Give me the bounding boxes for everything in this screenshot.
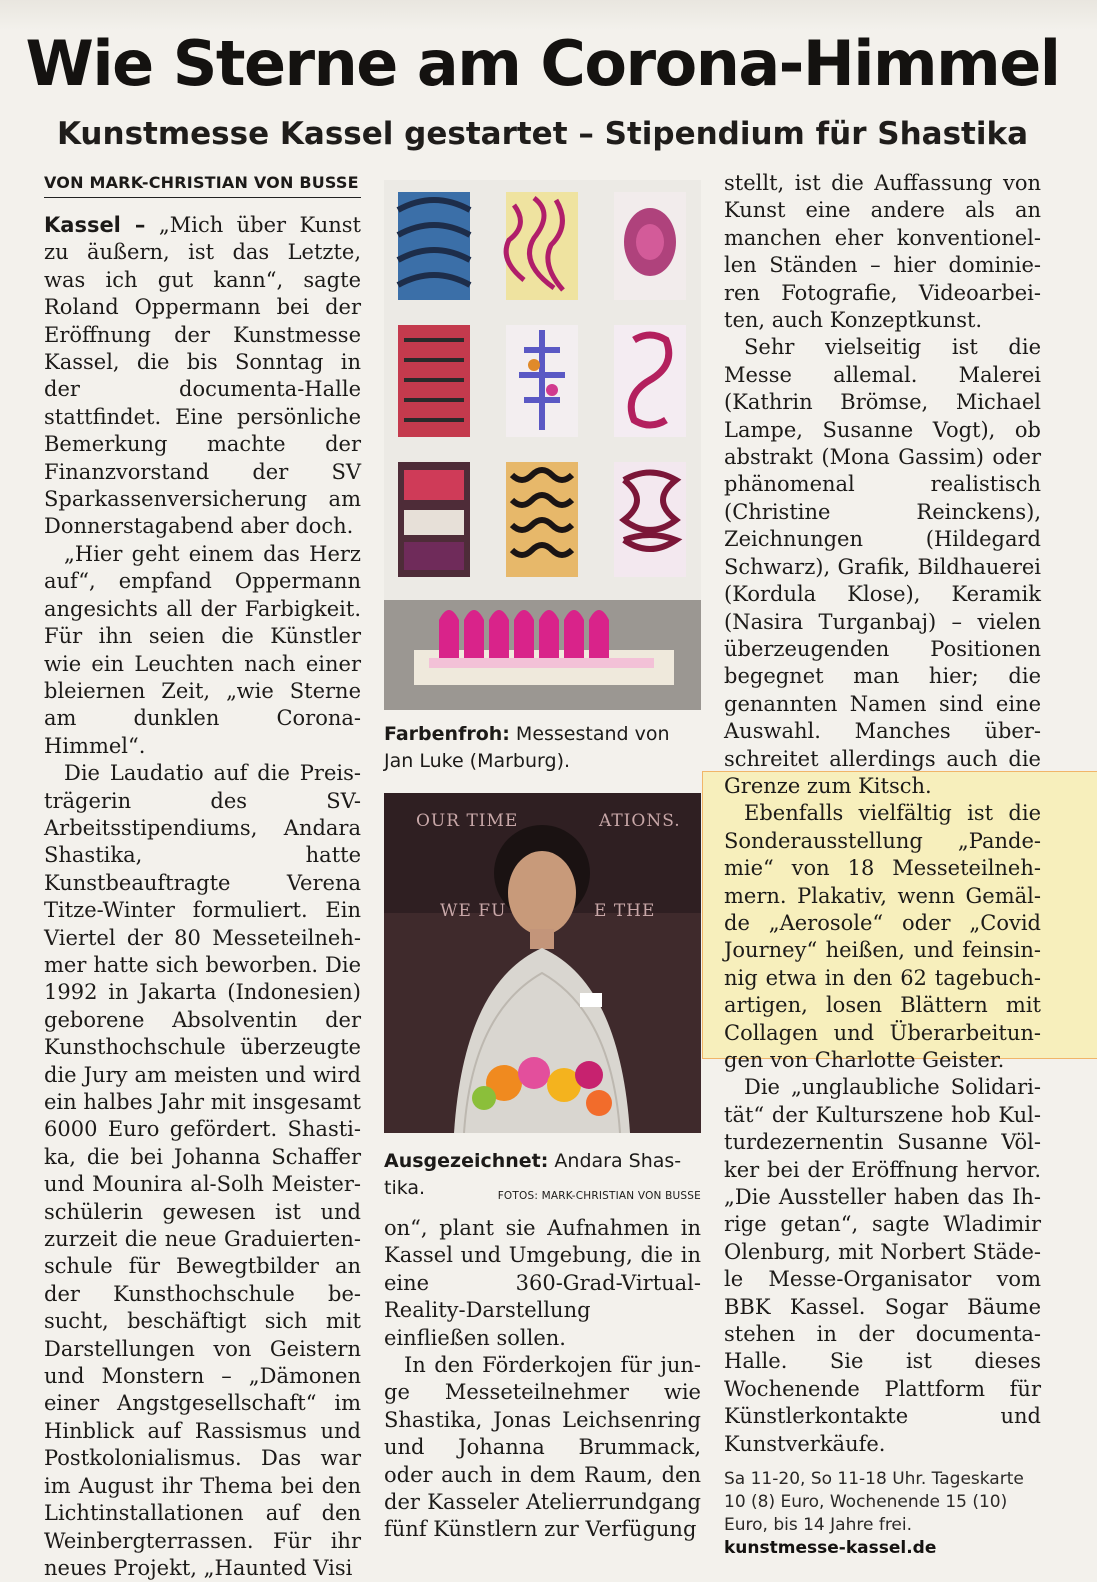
subheadline: Kunstmesse Kassel gestartet – Stipendium für Shastika	[56, 116, 1029, 152]
info-box	[724, 1468, 1041, 1560]
paragraph: Die „unglaubliche Solidarität“ der Kulturszene hob Kulturdezernentin Susanne Völker bei der Eröffnung hervor. „Die Aussteller haben das Ihrige getan“, sagte Wladimir Olenburg, mit Norbert Städele Messe-Organisator vom BBK Kassel. Sogar Bäume stehen in der documenta-Halle. Sie ist dieses Wochenende Plattform für Künstlerkontakte und Kunstverkäufe.	[724, 1075, 1041, 1456]
article-column-3	[724, 170, 1041, 1559]
paragraph	[44, 212, 361, 541]
photo-caption-2	[384, 1148, 701, 1210]
paragraph: In den Förderkojen für junge Messeteilnehmer wie Shastika, Jonas Leichsenring und Johanna Brummack, oder auch in dem Raum, den der Kasseler Atelierrundgang fünf Künstlern zur Verfügung	[384, 1353, 701, 1542]
event-info: Sa 11-20, So 11-18 Uhr. Tageskarte 10 (8) Euro, Wochenende 15 (10) Euro, bis 14 Jahre frei.	[724, 1469, 1024, 1536]
article-column-1	[44, 173, 361, 1580]
caption-label: Farbenfroh:	[384, 723, 510, 745]
photo-exhibition-booth	[384, 180, 701, 710]
paragraph-text: „Mich über Kunst zu äußern, ist das Letzte, was ich gut kann“, sagte Roland Oppermann bei der Eröffnung der Kunstmesse Kassel, die bis Sonntag in der documenta-Halle stattfindet. Eine persönliche Bemerkung machte der Finanzvorstand der SV Sparkassenversicherung am Donnerstagabend aber doch.	[44, 213, 361, 539]
sign-text-1: OUR TIME	[416, 811, 519, 831]
article-column-2	[384, 1215, 701, 1542]
caption-label: Ausgezeichnet:	[384, 1150, 549, 1172]
caption-text: Andara Shastika.	[384, 1150, 682, 1199]
sign-text-1b: ATIONS.	[599, 811, 681, 831]
portrait-photo-image	[384, 793, 701, 1133]
paragraph: on“, plant sie Aufnahmen in Kassel und Umgebung, die in eine 360-Grad-Virtual-Reality-Darstellung einfließen sollen.	[384, 1216, 701, 1350]
paragraph: „Hier geht einem das Herz auf“, empfand Oppermann angesichts all der Farbigkeit. Für ihn seien die Künstler wie ein Leuchten nach einer bleiernen Zeit, „wie Sterne am dunklen Corona-Himmel“.	[44, 541, 361, 758]
byline: VON MARK-CHRISTIAN VON BUSSE	[44, 173, 361, 198]
photo-portrait	[384, 793, 701, 1133]
headline: Wie Sterne am Corona-Himmel	[25, 27, 1060, 100]
sign-text-2b: E THE	[594, 901, 656, 921]
website-link[interactable]: kunstmesse-kassel.de	[724, 1538, 937, 1559]
sign-text-2: WE FU	[440, 901, 507, 921]
caption-text: Messestand von Jan Luke (Marburg).	[384, 723, 670, 772]
dateline: Kassel –	[44, 213, 146, 237]
paragraph-highlighted: Ebenfalls vielfältig ist die Sonderausstellung „Pandemie“ von 18 Messeteilnehmern. Plakativ, wenn Gemälde „Aerosole“ oder „Covid Journey“ heißen, und feinsinnig etwa in den 62 tagebuchartigen, losen Blättern mit Collagen und Überarbeitungen von Charlotte Geister.	[724, 801, 1041, 1072]
paragraph: Sehr vielseitig ist die Messe allemal. Malerei (Kathrin Brömse, Michael Lampe, Susanne Vogt), ob abstrakt (Mona Gassim) oder phänomenal realistisch (Christine Reinckens), Zeichnungen (Hildegard Schwarz), Grafik, Bildhauerei (Kordula Klose), Keramik (Nasira Turganbaj) – vielen überzeugenden Positionen begegnet man hier; die genannten Namen sind eine Auswahl. Manches überschreitet allerdings auch die Grenze zum Kitsch.	[724, 335, 1041, 798]
photo-credit: FOTOS: MARK-CHRISTIAN VON BUSSE	[497, 1190, 701, 1202]
paragraph: Die Laudatio auf die Preisträgerin des SV-Arbeitsstipendiums, Andara Shastika, hatte Kunstbeauftragte Verena Titze-Winter formuliert. Ein Viertel der 80 Messeteilnehmer hatte sich beworben. Die 1992 in Jakarta (Indonesien) geborene Absolventin der Kunsthochschule überzeugte die Jury am meisten und wird ein halbes Jahr mit insgesamt 6000 Euro gefördert. Shastika, die bei Johanna Schaffer und Mounira al-Solh Meisterschülerin gewesen ist und zurzeit die neue Graduiertenschule für Bewegtbilder an der Kunsthochschule besucht, beschäftigt sich mit Darstellungen von Geistern und Monstern – „Dämonen einer Angstgesellschaft“ im Hinblick auf Rassismus und Postkolonialismus. Das war im August ihr Thema bei den Lichtinstallationen auf den Weinbergterrassen. Für ihr neues Projekt, „Haunted Visi	[44, 761, 361, 1580]
paragraph: stellt, ist die Auffassung von Kunst eine andere als an manchen eher konventionellen Ständen – hier dominieren Fotografie, Videoarbeiten, auch Konzeptkunst.	[724, 171, 1041, 333]
exhibition-photo-image	[384, 180, 701, 710]
photo-caption-1	[384, 721, 701, 775]
